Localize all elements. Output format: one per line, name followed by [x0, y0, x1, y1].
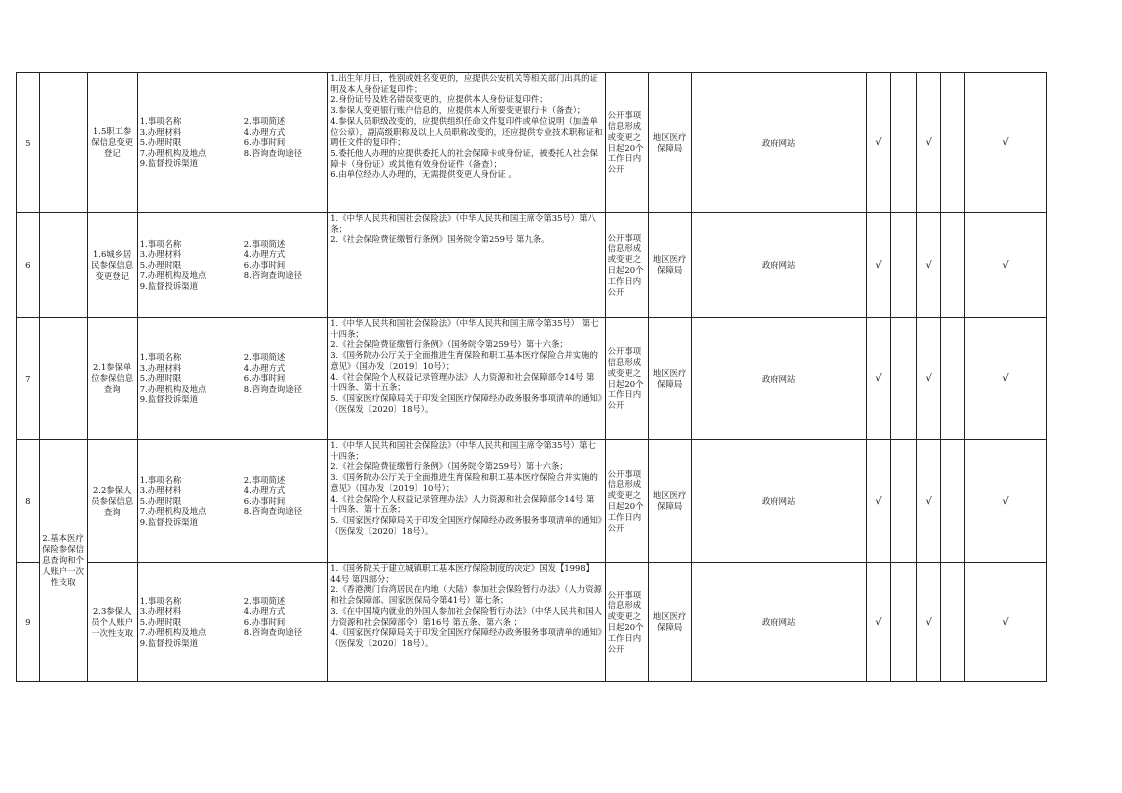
check-cell — [965, 213, 1047, 318]
contents-item: 1.事项名称 — [139, 352, 182, 363]
table-row — [17, 440, 1047, 563]
table-row — [17, 73, 1047, 213]
disclosure-channel: 政府网站 — [691, 318, 866, 440]
check-cell — [941, 213, 965, 318]
contents-item: 5.办理时限 — [139, 259, 182, 270]
item-name: 2.2参保人员参保信息查询 — [87, 440, 137, 563]
category-cell — [39, 318, 87, 440]
contents-item: 8.咨询查询途径 — [243, 506, 303, 517]
contents-item: 7.办理机构及地点 — [139, 506, 207, 517]
contents-list — [140, 596, 325, 648]
contents-item: 8.咨询查询途径 — [243, 627, 303, 638]
disclosure-basis: 1.《中华人民共和国社会保险法》（中华人民共和国主席令第35号）第八条； 2.《社会保险费征缴暂行条例》国务院令第259号 第九条。 — [328, 213, 605, 318]
contents-item: 6.办事时间 — [243, 137, 286, 148]
check-mark: √ — [925, 259, 932, 271]
disclosure-channel: 政府网站 — [691, 440, 866, 563]
category-cell — [39, 213, 87, 318]
row-number: 7 — [17, 318, 40, 440]
disclosure-basis: 1.《中华人民共和国社会保险法》（中华人民共和国主席令第35号） 第七十四条； 2.《社会保险费征缴暂行条例》（国务院令第259号）第十六条； 3.《国务院办公厅关于全面推进生育保险和职工基本医疗保险合并实施的意见》（国办发〔2019〕10号）； 4.《社会保险个人权益记录管理办法》人力资源和社会保障部令14号 第十四条、第十五条； 5.《国家医疗保障局关于印发全国医疗保障经办政务服务事项清单的通知》（医保发〔2020〕18号）。 — [328, 318, 605, 440]
contents-item: 5.办理时限 — [139, 373, 182, 384]
contents-item: 2.事项简述 — [243, 595, 286, 606]
check-cell — [866, 440, 891, 563]
check-cell — [941, 563, 965, 682]
contents-item: 3.办理材料 — [139, 362, 182, 373]
contents-item: 6.办事时间 — [243, 495, 286, 506]
check-mark: √ — [1002, 259, 1009, 271]
disclosure-subject: 地区医疗保障局 — [648, 563, 691, 682]
check-cell — [916, 563, 941, 682]
row-number: 6 — [17, 213, 40, 318]
contents-item: 7.办理机构及地点 — [139, 383, 207, 394]
contents-item: 4.办理方式 — [243, 606, 286, 617]
disclosure-time-limit: 公开事项信息形成或变更之日起20个工作日内公开 — [605, 440, 648, 563]
contents-item: 9.监督投诉渠道 — [139, 637, 199, 648]
disclosure-contents — [137, 213, 327, 318]
contents-item: 6.办事时间 — [243, 373, 286, 384]
disclosure-channel: 政府网站 — [691, 563, 866, 682]
table-row — [17, 213, 1047, 318]
contents-item: 3.办理材料 — [139, 485, 182, 496]
disclosure-subject: 地区医疗保障局 — [648, 440, 691, 563]
check-cell — [891, 73, 917, 213]
disclosure-time-limit: 公开事项信息形成或变更之日起20个工作日内公开 — [605, 73, 648, 213]
contents-item: 6.办事时间 — [243, 259, 286, 270]
disclosure-subject: 地区医疗保障局 — [648, 318, 691, 440]
contents-list — [140, 239, 325, 291]
contents-item: 4.办理方式 — [243, 485, 286, 496]
disclosure-basis: 1.《国务院关于建立城镇职工基本医疗保险制度的决定》国发【1998】44号 第四部分； 2.《香港澳门台湾居民在内地（大陆）参加社会保险暂行办法》（人力资源和社会保障部、国家医保局令第41号）第七条； 3.《在中国境内就业的外国人参加社会保险暂行办法》（中华人民共和国人力资源和社会保障部令）第16号 第五条、第六条 ； 4.《国家医疗保障局关于印发全国医疗保障经办政务服务事项清单的通知》（医保发〔2020〕18号）。 — [328, 563, 605, 682]
check-cell — [965, 563, 1047, 682]
check-cell — [891, 318, 917, 440]
contents-item: 7.办理机构及地点 — [139, 147, 207, 158]
contents-item: 2.事项简述 — [243, 352, 286, 363]
check-mark: √ — [1002, 495, 1009, 507]
contents-item: 6.办事时间 — [243, 616, 286, 627]
category-cell: 2.基本医疗保险参保信息查询和个人账户一次性支取 — [39, 440, 87, 682]
row-number: 5 — [17, 73, 40, 213]
table-row — [17, 563, 1047, 682]
item-name: 2.1参保单位参保信息查询 — [87, 318, 137, 440]
item-name: 1.5职工参保信息变更登记 — [87, 73, 137, 213]
contents-item: 3.办理材料 — [139, 606, 182, 617]
contents-item: 5.办理时限 — [139, 616, 182, 627]
check-cell — [965, 73, 1047, 213]
row-number: 8 — [17, 440, 40, 563]
check-cell — [965, 318, 1047, 440]
contents-item: 9.监督投诉渠道 — [139, 280, 199, 291]
contents-item: 2.事项简述 — [243, 116, 286, 127]
check-cell — [916, 213, 941, 318]
contents-item: 4.办理方式 — [243, 249, 286, 260]
contents-item: 4.办理方式 — [243, 126, 286, 137]
item-name: 1.6城乡居民参保信息变更登记 — [87, 213, 137, 318]
check-cell — [916, 318, 941, 440]
check-mark: √ — [925, 137, 932, 148]
disclosure-time-limit: 公开事项信息形成或变更之日起20个工作日内公开 — [605, 563, 648, 682]
check-mark: √ — [875, 137, 882, 148]
disclosure-subject: 地区医疗保障局 — [648, 73, 691, 213]
check-mark: √ — [875, 616, 882, 628]
disclosure-time-limit: 公开事项信息形成或变更之日起20个工作日内公开 — [605, 318, 648, 440]
contents-item: 5.办理时限 — [139, 495, 182, 506]
contents-list — [140, 116, 325, 168]
disclosure-contents — [137, 440, 327, 563]
contents-item: 7.办理机构及地点 — [139, 627, 207, 638]
disclosure-time-limit: 公开事项信息形成或变更之日起20个工作日内公开 — [605, 213, 648, 318]
disclosure-basis: 1.《中华人民共和国社会保险法》（中华人民共和国主席令第35号）第七十四条； 2.《社会保险费征缴暂行条例》（国务院令第259号）第十六条； 3.《国务院办公厅关于全面推进生育保险和职工基本医疗保险合并实施的意见》（国办发〔2019〕10号）； 4.《社会保险个人权益记录管理办法》人力资源和社会保障部令14号 第十四条、第十五条； 5.《国家医疗保障局关于印发全国医疗保障经办政务服务事项清单的通知》（医保发〔2020〕18号）。 — [328, 440, 605, 563]
contents-list — [140, 352, 325, 404]
check-cell — [965, 440, 1047, 563]
check-mark: √ — [1002, 616, 1009, 628]
contents-item: 1.事项名称 — [139, 474, 182, 485]
check-mark: √ — [925, 616, 932, 628]
contents-item: 1.事项名称 — [139, 116, 182, 127]
check-cell — [866, 213, 891, 318]
disclosure-contents — [137, 563, 327, 682]
check-cell — [916, 73, 941, 213]
contents-item: 3.办理材料 — [139, 126, 182, 137]
disclosure-channel: 政府网站 — [691, 213, 866, 318]
check-cell — [866, 563, 891, 682]
contents-item: 7.办理机构及地点 — [139, 270, 207, 281]
check-mark: √ — [925, 495, 932, 507]
contents-item: 9.监督投诉渠道 — [139, 394, 199, 405]
contents-item: 8.咨询查询途径 — [243, 383, 303, 394]
contents-item: 5.办理时限 — [139, 137, 182, 148]
check-mark: √ — [875, 259, 882, 271]
disclosure-subject: 地区医疗保障局 — [648, 213, 691, 318]
contents-item: 9.监督投诉渠道 — [139, 516, 199, 527]
check-mark: √ — [875, 373, 882, 384]
check-mark: √ — [1002, 373, 1009, 384]
table-row — [17, 318, 1047, 440]
contents-list — [140, 475, 325, 527]
check-cell — [891, 213, 917, 318]
check-mark: √ — [1002, 137, 1009, 148]
check-mark: √ — [925, 373, 932, 384]
check-cell — [866, 73, 891, 213]
check-mark: √ — [875, 495, 882, 507]
contents-item: 2.事项简述 — [243, 238, 286, 249]
item-name: 2.3参保人员个人账户一次性支取 — [87, 563, 137, 682]
contents-item: 2.事项简述 — [243, 474, 286, 485]
check-cell — [891, 563, 917, 682]
category-cell — [39, 73, 87, 213]
check-cell — [941, 440, 965, 563]
check-cell — [941, 318, 965, 440]
row-number: 9 — [17, 563, 40, 682]
contents-item: 1.事项名称 — [139, 238, 182, 249]
disclosure-table — [16, 72, 1047, 682]
disclosure-channel: 政府网站 — [691, 73, 866, 213]
contents-item: 1.事项名称 — [139, 595, 182, 606]
contents-item: 3.办理材料 — [139, 249, 182, 260]
check-cell — [916, 440, 941, 563]
disclosure-contents — [137, 73, 327, 213]
check-cell — [891, 440, 917, 563]
contents-item: 8.咨询查询途径 — [243, 147, 303, 158]
disclosure-contents — [137, 318, 327, 440]
contents-item: 4.办理方式 — [243, 362, 286, 373]
check-cell — [941, 73, 965, 213]
disclosure-basis: 1.出生年月日，性别或姓名变更的，应提供公安机关等相关部门出具的证明及本人身份证复印件； 2.身份证号及姓名错误变更的，应提供本人身份证复印件； 3.参保人变更银行账户信息的，应提供本人所要变更银行卡（备查）； 4.参保人员职级改变的，应提供组织任命文件复印件或单位说明（加盖单位公章），副高级职称及以上人员职称改变的，还应提供专业技术职称证和聘任文件的复印件； 5.委托他人办理的应提供委托人的社会保障卡或身份证，被委托人社会保障卡（身份证）或其他有效身份证件（备查）； 6.由单位经办人办理的，无需提供变更人身份证 。 — [328, 73, 605, 213]
check-cell — [866, 318, 891, 440]
contents-item: 8.咨询查询途径 — [243, 270, 303, 281]
contents-item: 9.监督投诉渠道 — [139, 158, 199, 169]
